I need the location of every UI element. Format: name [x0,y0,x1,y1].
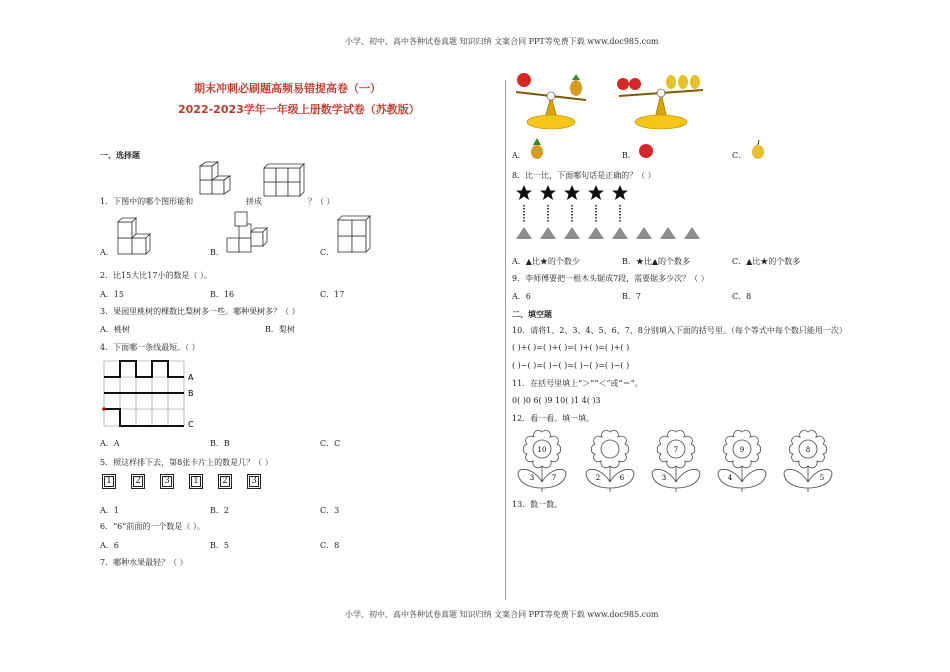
q5-card [131,474,145,489]
q5-card [160,474,174,489]
star-icon [540,185,556,200]
flower [586,430,634,492]
q5-card-value: 3 [164,476,170,486]
column-divider [505,80,506,600]
q7-scale-right [615,70,710,132]
pineapple-icon [528,138,546,160]
q5-card-value: 2 [135,476,141,486]
q1-cube-figure-left [196,160,242,200]
q6-option-c[interactable]: C．8 [320,541,340,550]
star-icon [516,185,532,200]
q1-text-mid: 拼成 [246,197,262,206]
q5-card-value: 1 [106,476,112,486]
apple-icon [617,78,629,90]
star-icon [564,185,580,200]
flower-left-number: 3 [529,474,535,482]
q5-option-b[interactable]: B．2 [210,506,229,515]
flower-top-number: 7 [673,446,679,454]
q10-text: 10．请将1、2、3、4、5、6、7、8分别填入下面的括号里。（每个等式中每个数只能用一次） [512,326,847,335]
q4-label-a: A [188,373,194,382]
q8-option-b[interactable]: B．★比▲的个数多 [622,257,691,266]
q4-option-a[interactable]: A．A [100,439,120,448]
triangle-icon [540,227,556,239]
flower [784,430,832,492]
q1-option-a-figure [116,218,156,258]
paper-subtitle: 2022-2023学年一年级上册数学试卷（苏教版） [178,103,420,116]
apple-icon [629,78,641,90]
q7-scale-left [512,70,592,132]
q2-text: 2．比15大比17小的数是（ ）。 [100,271,212,280]
flower-right-number: 6 [619,474,625,482]
q6-text: 6．“6”前面的一个数是（ ）。 [100,522,205,531]
q11-text: 11．在括号里填上“＞”“＜”或“＝”。 [512,379,643,388]
q1-option-c-figure [336,216,376,256]
q5-card [189,474,203,489]
flower-right-number: 5 [819,474,825,482]
paper-title: 期末冲刺必刷题高频易错提高卷（一） [194,82,381,95]
q11-row[interactable]: 0( )0 6( )9 10( )1 4( )3 [512,396,601,405]
flower-left-number: 3 [661,474,667,482]
q4-label-b: B [188,389,194,398]
q8-text: 8．比一比，下面哪句话是正确的？（ ） [512,171,656,180]
q10-row-sum[interactable]: ( )+( )=( )+( )=( )+( )=( )+( ) [512,343,630,352]
q9-text: 9．李师傅要把一根木头锯成7段，需要锯多少次？（ ） [512,274,709,283]
triangle-icon [684,227,700,239]
q12-flowers-figure [512,428,825,492]
q3-option-a[interactable]: A．桃树 [100,325,130,334]
q1-option-c[interactable]: C． [320,248,335,257]
q4-grid-figure [102,359,202,429]
q5-text: 5．照这样排下去，第8张卡片上的数是几？（ ） [100,458,273,467]
q12-text: 12．看一看。填一填。 [512,414,595,423]
q5-card-value: 3 [251,476,257,486]
flower [518,430,566,492]
star-icon [588,185,604,200]
q2-option-c[interactable]: C．17 [320,290,345,299]
triangle-icon [564,227,580,239]
q7-option-a[interactable]: A． [512,151,526,160]
triangle-icon [660,227,676,239]
q13-text: 13．数一数。 [512,500,563,509]
flower-right-number: 7 [551,474,557,482]
q5-card-value: 1 [193,476,199,486]
pear-icon [749,138,767,160]
q7-option-b[interactable]: B． [622,151,636,160]
q5-card-value: 2 [222,476,228,486]
q8-star-triangle-figure [512,183,702,241]
section-fill: 二、填空题 [512,310,552,319]
q9-option-a[interactable]: A．6 [512,292,531,301]
section-choice: 一、选择题 [100,151,140,160]
page-header: 小学、初中、高中各种试卷真题 知识归纳 文案合同 PPT等免费下载 www.doc985.com [345,37,659,46]
q5-option-c[interactable]: C．3 [320,506,340,515]
q1-option-b[interactable]: B． [210,248,224,257]
flower [718,430,766,492]
q9-option-b[interactable]: B．7 [622,292,641,301]
q1-text-post: ？（ ） [308,197,335,206]
q4-option-b[interactable]: B．B [210,439,230,448]
q5-card [102,474,116,489]
triangle-icon [516,227,532,239]
q4-option-c[interactable]: C．C [320,439,341,448]
q10-row-diff[interactable]: ( )−( )=( )−( )=( )−( )=( )−( ) [512,361,630,370]
page-footer: 小学、初中、高中各种试卷真题 知识归纳 文案合同 PPT等免费下载 www.doc985.com [345,610,659,619]
q9-option-c[interactable]: C．8 [732,292,752,301]
triangle-icon [588,227,604,239]
q3-text: 3．果园里桃树的棵数比梨树多一些。哪种果树多？（ ） [100,307,300,316]
q1-cube-figure-right [262,160,306,202]
q5-card [218,474,232,489]
q8-option-c[interactable]: C．▲比★的个数多 [732,257,801,266]
pear-icon [666,75,676,89]
apple-icon [517,73,531,87]
q7-option-c[interactable]: C． [732,151,747,160]
q1-option-b-figure [225,210,271,258]
q3-option-b[interactable]: B．梨树 [265,325,295,334]
flower-top-number: 9 [739,446,745,454]
flower-top-number: 8 [805,446,811,454]
q6-option-a[interactable]: A．6 [100,541,119,550]
q5-card [247,474,261,489]
flower [652,430,700,492]
triangle-icon [612,227,628,239]
q2-option-a[interactable]: A．15 [100,290,124,299]
q1-text-pre: 1．下图中的哪个图形能和 [100,197,194,206]
pear-icon [690,75,700,89]
flower-left-number: 4 [727,474,733,482]
q5-option-a[interactable]: A．1 [100,506,119,515]
pear-icon [678,75,688,89]
flower-left-number: 2 [595,474,601,482]
star-icon [612,185,628,200]
q7-text: 7．哪种水果最轻？（ ） [100,558,188,567]
q1-option-a[interactable]: A． [100,248,114,257]
q4-label-c: C [188,420,194,429]
q8-option-a[interactable]: A．▲比★的个数少 [512,257,580,266]
q6-option-b[interactable]: B．5 [210,541,229,550]
flower-top-number: 10 [537,446,547,454]
triangle-icon [636,227,652,239]
pineapple-icon [570,80,582,96]
apple-icon [637,141,655,159]
q4-text: 4．下面哪一条线最短。（ ） [100,343,200,352]
q2-option-b[interactable]: B．16 [210,290,235,299]
